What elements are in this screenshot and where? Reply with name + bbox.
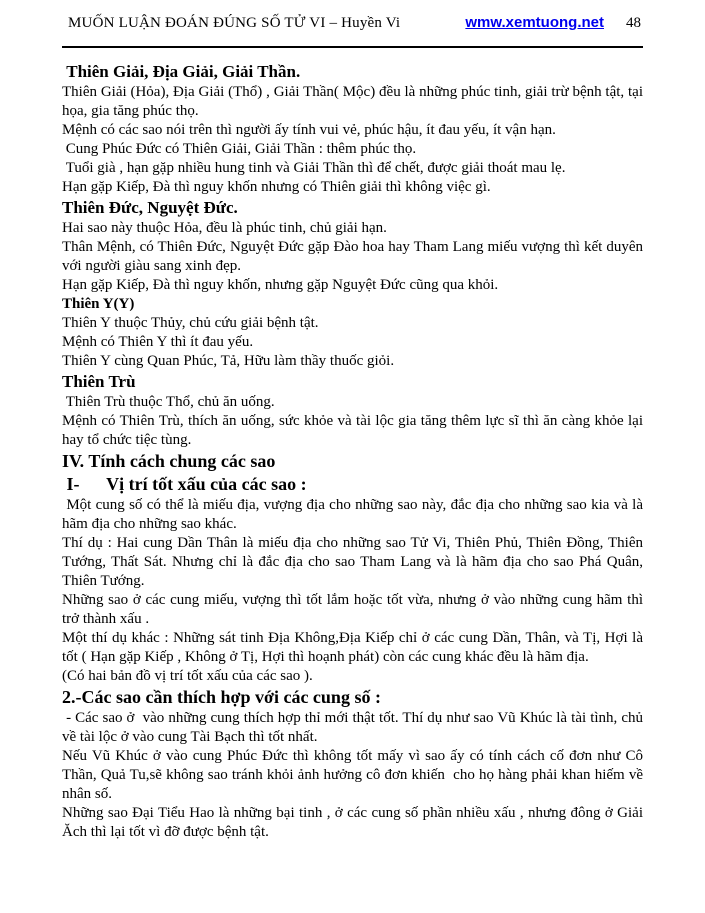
section-heading: Thiên Trù xyxy=(62,372,136,391)
paragraph: Thân Mệnh, có Thiên Đức, Nguyệt Đức gặp Đào hoa hay Tham Lang miếu vượng thì kết duyên với người giàu sang xinh đẹp. xyxy=(62,239,647,274)
paragraph: Những sao Đại Tiểu Hao là những bại tinh , ở các cung số phần nhiều xấu , nhưng đông ở Giải Ăch thì lại tốt vì đỡ được bệnh tật. xyxy=(62,805,647,840)
paragraph: Mệnh có các sao nói trên thì người ấy tính vui vẻ, phúc hậu, ít đau yếu, ít vận hạn. xyxy=(62,122,556,138)
section-heading: Thiên Đức, Nguyệt Đức. xyxy=(62,198,238,217)
paragraph: Cung Phúc Đức có Thiên Giải, Giải Thần : thêm phúc thọ. xyxy=(62,141,417,157)
paragraph: Hạn gặp Kiếp, Đà thì nguy khốn, nhưng gặp Nguyệt Đức cũng qua khỏi. xyxy=(62,277,499,293)
document-body xyxy=(62,61,647,842)
paragraph: Nếu Vũ Khúc ở vào cung Phúc Đức thì không tốt mấy vì sao ấy có tính cách cố đơn như Cô Thần, Quả Tu,sẽ không sao tránh khỏi ảnh hưởng cô đơn khiến cho họ hàng phải khan hiếm về nhân số. xyxy=(62,748,647,802)
page-header xyxy=(62,12,643,32)
paragraph: Mệnh có Thiên Trù, thích ăn uống, sức khỏe và tài lộc gia tăng thêm lực sĩ thì ăn càng khỏe lại hay tổ chức tiệc tùng. xyxy=(62,413,647,448)
paragraph: Mệnh có Thiên Y thì ít đau yếu. xyxy=(62,334,254,350)
paragraph: (Có hai bản đồ vị trí tốt xấu của các sao ). xyxy=(62,668,313,684)
paragraph: Hai sao này thuộc Hỏa, đều là phúc tinh, chủ giải hạn. xyxy=(62,220,387,236)
chapter-heading: IV. Tính cách chung các sao xyxy=(62,451,276,471)
paragraph: Thí dụ : Hai cung Dần Thân là miếu địa cho những sao Tử Vi, Thiên Phủ, Thiên Đồng, Thiên Tướng, Thất Sát. Nhưng chỉ là đắc địa cho sao Tham Lang và là hãm địa cho sao Phá Quân, Thiên Tướng. xyxy=(62,535,647,589)
paragraph: Tuổi già , hạn gặp nhiều hung tinh và Giải Thần thì để chết, được giải thoát mau lẹ. xyxy=(62,160,566,176)
paragraph: Một thí dụ khác : Những sát tinh Địa Không,Địa Kiếp chỉ ở các cung Dần, Thân, và Tị, Hợi là tốt ( Hạn gặp Kiếp , Không ở Tị, Hợi thì hoạnh phát) còn các cung khác đều là hãm địa. xyxy=(62,630,647,665)
document-title: MUỐN LUẬN ĐOÁN ĐÚNG SỐ TỬ VI – Huyền Vi xyxy=(68,15,401,31)
chapter-heading: I- Vị trí tốt xấu của các sao : xyxy=(62,474,307,494)
paragraph: Thiên Giải (Hỏa), Địa Giải (Thổ) , Giải Thần( Mộc) đều là những phúc tinh, giải trừ bệnh tật, tại họa, gia tăng phúc thọ. xyxy=(62,84,647,119)
website-link[interactable]: wmw.xemtuong.net xyxy=(465,14,604,31)
paragraph: Thiên Y thuộc Thủy, chủ cứu giải bệnh tật. xyxy=(62,315,319,331)
paragraph: Hạn gặp Kiếp, Đà thì nguy khốn nhưng có Thiên giải thì không việc gì. xyxy=(62,179,491,195)
sub-heading: Thiên Y(Y) xyxy=(62,296,135,312)
chapter-heading: 2.-Các sao cần thích hợp với các cung số : xyxy=(62,687,381,707)
paragraph: - Các sao ở vào những cung thích hợp thỉ mới thật tốt. Thí dụ như sao Vũ Khúc là tài tình, chủ về tài lộc ở vào cung Tài Bạch thì tốt nhất. xyxy=(62,710,647,745)
header-divider xyxy=(62,46,643,48)
section-heading: Thiên Giải, Địa Giải, Giải Thần. xyxy=(62,62,301,81)
paragraph: Thiên Y cùng Quan Phúc, Tả, Hữu làm thầy thuốc giỏi. xyxy=(62,353,395,369)
paragraph: Một cung số có thể là miếu địa, vượng địa cho những sao này, đắc địa cho những sao kia và là hãm địa cho những sao khác. xyxy=(62,497,647,532)
page-number: 48 xyxy=(626,15,641,31)
paragraph: Thiên Trù thuộc Thổ, chủ ăn uống. xyxy=(62,394,275,410)
paragraph: Những sao ở các cung miếu, vượng thì tốt lắm hoặc tốt vừa, nhưng ở vào những cung hãm thì trở thành xấu . xyxy=(62,592,647,627)
